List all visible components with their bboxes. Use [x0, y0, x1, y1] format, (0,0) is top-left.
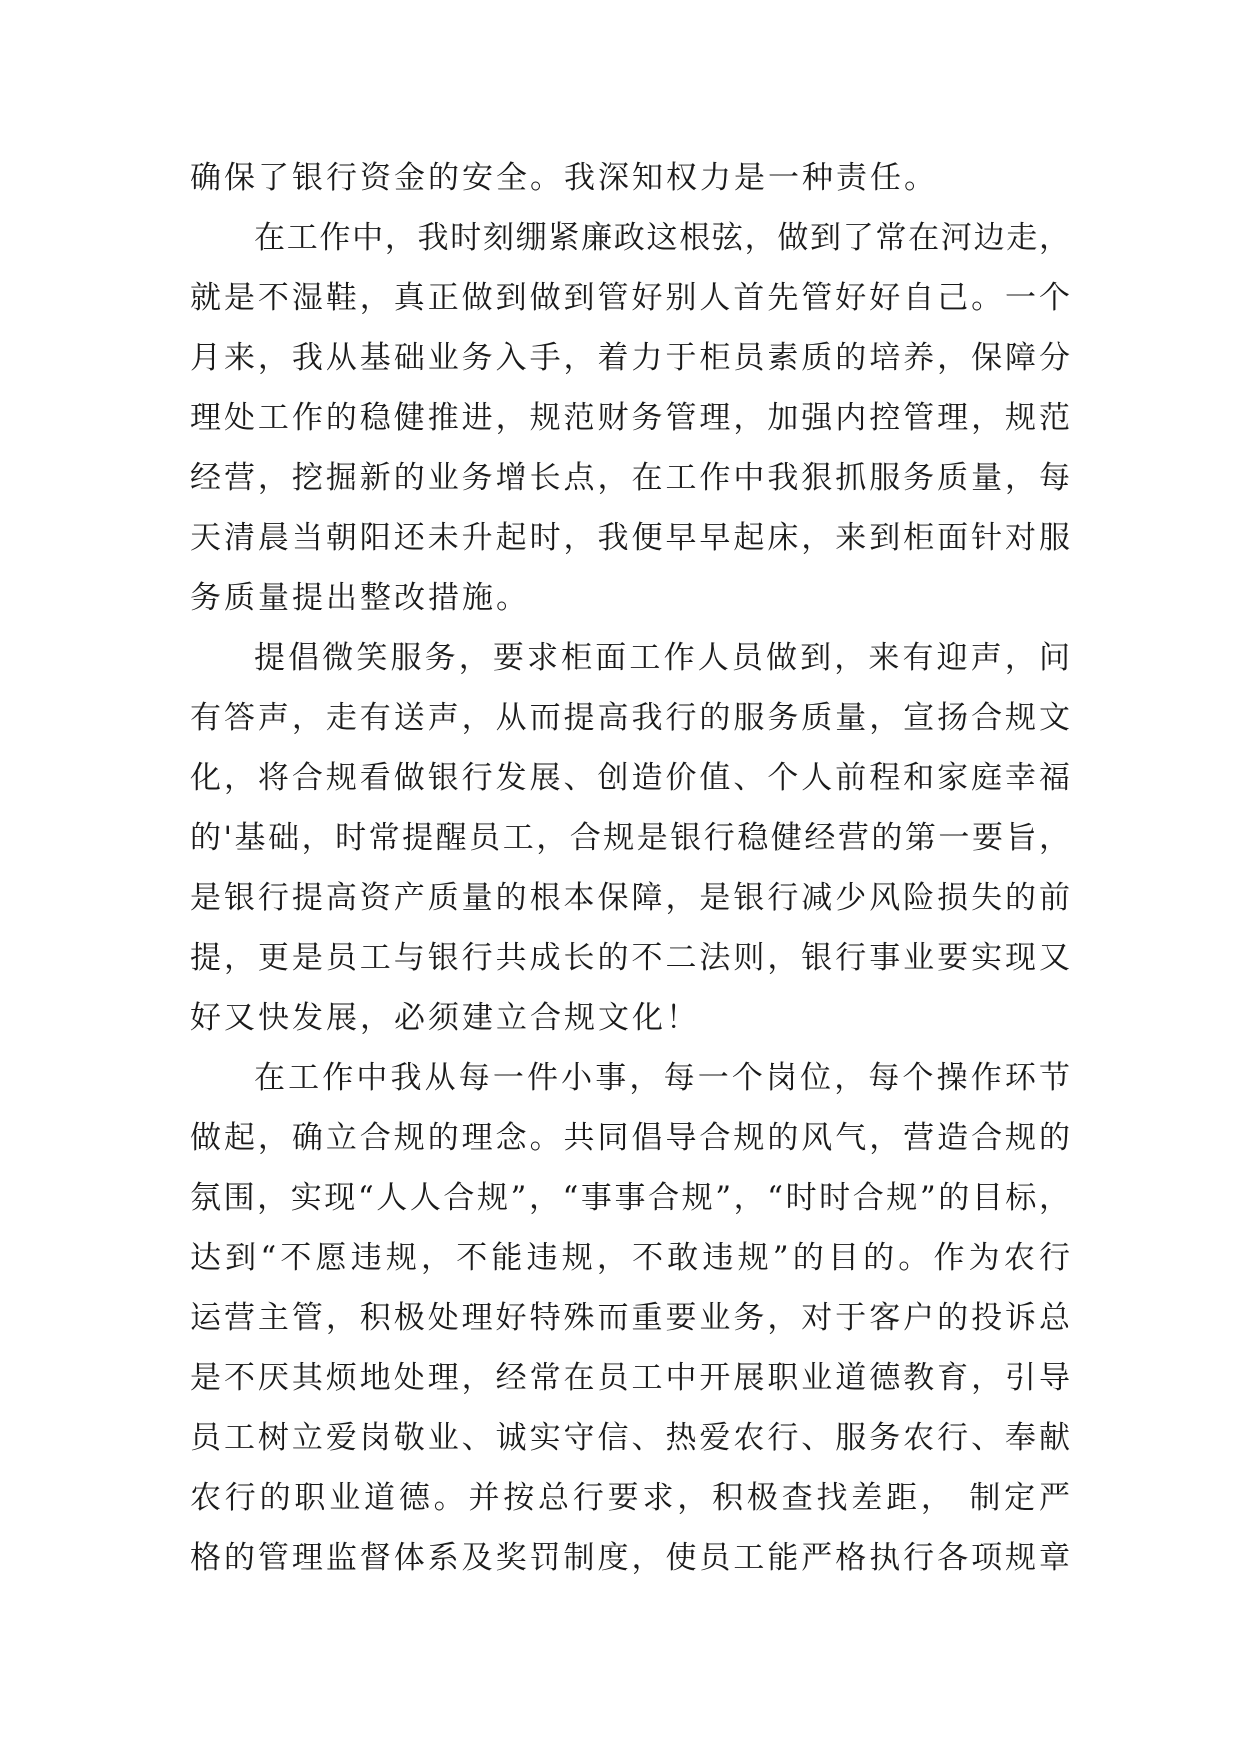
text-line: 格的管理监督体系及奖罚制度，使员工能严格执行各项规章 — [190, 1540, 1070, 1576]
text-line: 就是不湿鞋，真正做到做到管好别人首先管好好自己。一个 — [190, 280, 1070, 316]
text-line: 员工树立爱岗敬业、诚实守信、热爱农行、服务农行、奉献 — [190, 1420, 1070, 1456]
text-line: 提倡微笑服务，要求柜面工作人员做到，来有迎声，问 — [254, 640, 1070, 676]
text-line: 在工作中，我时刻绷紧廉政这根弦，做到了常在河边走， — [254, 220, 1070, 256]
text-line: 务质量提出整改措施。 — [190, 580, 530, 616]
body-text — [190, 148, 1070, 1588]
text-line: 达到“不愿违规，不能违规，不敢违规”的目的。作为农行 — [190, 1240, 1070, 1276]
text-line: 运营主管，积极处理好特殊而重要业务，对于客户的投诉总 — [190, 1300, 1070, 1336]
text-line: 提，更是员工与银行共成长的不二法则，银行事业要实现又 — [190, 940, 1070, 976]
text-line: 天清晨当朝阳还未升起时，我便早早起床，来到柜面针对服 — [190, 520, 1070, 556]
text-line: 的'基础，时常提醒员工，合规是银行稳健经营的第一要旨， — [190, 820, 1070, 856]
text-line: 做起，确立合规的理念。共同倡导合规的风气，营造合规的 — [190, 1120, 1070, 1156]
text-line: 化，将合规看做银行发展、创造价值、个人前程和家庭幸福 — [190, 760, 1070, 796]
text-line: 月来，我从基础业务入手，着力于柜员素质的培养，保障分 — [190, 340, 1070, 376]
text-line: 经营，挖掘新的业务增长点，在工作中我狠抓服务质量，每 — [190, 460, 1070, 496]
text-line: 农行的职业道德。并按总行要求，积极查找差距， 制定严 — [190, 1480, 1070, 1516]
text-line: 有答声，走有送声，从而提高我行的服务质量，宣扬合规文 — [190, 700, 1070, 736]
text-line: 氛围，实现“人人合规”，“事事合规”，“时时合规”的目标， — [190, 1180, 1070, 1216]
text-line: 是银行提高资产质量的根本保障，是银行减少风险损失的前 — [190, 880, 1070, 916]
text-line: 理处工作的稳健推进，规范财务管理，加强内控管理，规范 — [190, 400, 1070, 436]
text-line: 是不厌其烦地处理，经常在员工中开展职业道德教育，引导 — [190, 1360, 1070, 1396]
text-line: 好又快发展，必须建立合规文化！ — [190, 1000, 700, 1036]
text-line: 在工作中我从每一件小事，每一个岗位，每个操作环节 — [254, 1060, 1070, 1096]
text-line: 确保了银行资金的安全。我深知权力是一种责任。 — [190, 160, 938, 196]
